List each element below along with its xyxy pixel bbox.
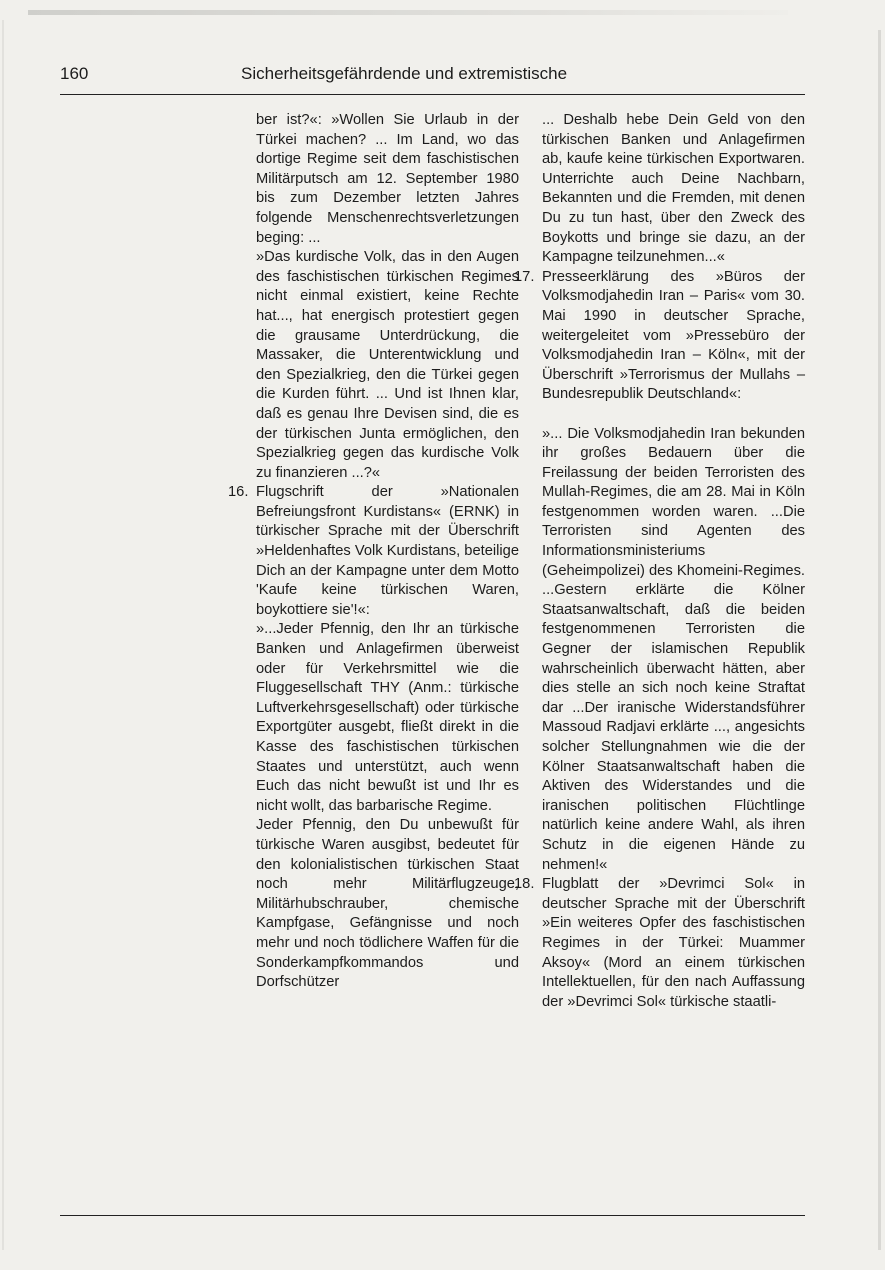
paragraph: ber ist?«: »Wollen Sie Urlaub in der Türkei machen? ... Im Land, wo das dortige Regime seit dem faschistischen Militärputsch am 12. September 1980 bis zum Dezember letzten Jahres folgende Menschenrechtsverletzungen beging: ... — [256, 112, 519, 246]
list-item — [514, 268, 805, 405]
paragraph: »... Die Volksmodjahedin Iran bekunden ihr großes Bedauern über die Freilassung der beiden Terroristen des Mullah-Regimes, die am 28. Mai in Köln festgenommen worden waren. ...Die Terroristen sind Agenten des Informationsministeriums (Geheimpolizei) des Khomeini-Regimes. ...Gestern erklärte die Kölner Staatsanwaltschaft, daß die beiden festgenommenen Terroristen die Gegner der islamischen Republik wahrscheinlich überwacht hätten, aber dies stelle an sich noch keine Straftat dar ...Der iranische Widerstandsführer Massoud Radjavi erklärte ..., angesichts solcher Stellungnahmen wie die der Kölner Staatsanwaltschaft haben die Aktiven des Widerstandes und die iranischen politischen Flüchtlinge natürlich keine andere Wahl, als ihren Schutz in die eigenen Hände zu nehmen!« — [542, 425, 805, 873]
footer-rule — [60, 1215, 805, 1216]
item-text: Presseerklärung des »Büros der Volksmodjahedin Iran – Paris« vom 30. Mai 1990 in deutscher Sprache, weitergeleitet vom »Pressebüro der Volksmodjahedin Iran – Köln«, mit der Überschrift »Terrorismus der Mullahs – Bundesrepublik Deutschland«: — [542, 268, 805, 403]
running-title: Sicherheitsgefährdende und extremistische — [241, 64, 568, 83]
left-column — [228, 111, 519, 993]
page-number: 160 — [60, 64, 89, 83]
scan-edge-right — [878, 30, 881, 1250]
paragraph: »Das kurdische Volk, das in den Augen des faschistischen türkischen Regimes nicht einmal existiert, keine Rechte hat..., hat energisch protestiert gegen die grausame Unterdrückung, die Massaker, die Unterentwicklung und den Spezialkrieg, den die Türkei gegen die Kurden führt. ... Und ist Ihnen klar, daß es genau Ihre Devisen sind, die es der türkischen Junta ermöglichen, den Spezialkrieg gegen das kurdische Volk zu finanzieren ...?« — [256, 249, 519, 481]
item-number: 18. — [514, 876, 535, 893]
paragraph-gap — [542, 405, 805, 425]
list-item — [514, 875, 805, 1012]
scan-edge-top — [28, 10, 788, 15]
paragraph: Jeder Pfennig, den Du unbewußt für türkische Waren ausgibst, bedeutet für den kolonialistischen türkischen Staat noch mehr Militärflugzeuge, Militärhubschrauber, chemische Kampfgase, Gefängnisse und noch mehr und noch tödlichere Waffen für die Sonderkampfkommandos und Dorfschützer — [256, 817, 519, 991]
paragraph: ... Deshalb hebe Dein Geld von den türkischen Banken und Anlagefirmen ab, kaufe keine türkischen Exportwaren. Unterrichte auch Deine Nachbarn, Bekannten und die Fremden, mit denen Du zu tun hast, über den Zweck des Boykotts und bringe sie dazu, an der Kampagne teilzunehmen...« — [542, 112, 805, 266]
item-number: 16. — [228, 484, 249, 501]
header-rule — [60, 94, 805, 95]
item-text: Flugblatt der »Devrimci Sol« in deutscher Sprache mit der Überschrift »Ein weiteres Opfer des faschistischen Regimes in der Türkei: Muammer Aksoy« (Mord an einem türkischen Intellektuellen, für den nach Auffassung der »Devrimci Sol« türkische staatli- — [542, 876, 805, 1010]
right-column — [514, 111, 805, 1012]
item-text: Flugschrift der »Nationalen Befreiungsfront Kurdistans« (ERNK) in türkischer Sprache mit der Überschrift »Heldenhaftes Volk Kurdistans, beteilige Dich an der Kampagne unter dem Motto 'Kaufe keine türkischen Waren, boykottiere sie'!«: — [256, 484, 519, 618]
item-number: 17. — [514, 268, 535, 285]
paragraph: »...Jeder Pfennig, den Ihr an türkische Banken und Anlagefirmen überweist oder für Verkehrsmittel wie die Fluggesellschaft THY (Anm.: türkische Luftverkehrsgesellschaft) oder türkische Exportgüter ausgebt, fließt direkt in die Kasse des faschistischen türkischen Staates und unterstützt, auch wenn Euch das nicht bewußt ist und Ihr es nicht wollt, das barbarische Regime. — [256, 621, 519, 814]
list-item — [228, 483, 519, 620]
scan-edge-left — [2, 20, 4, 1250]
